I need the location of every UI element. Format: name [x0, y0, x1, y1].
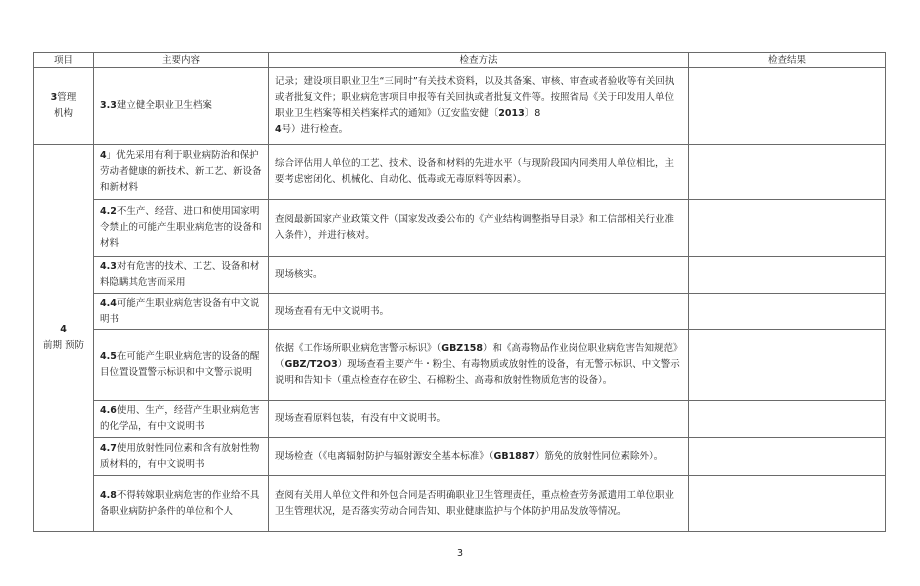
item-number: 3	[50, 92, 58, 103]
content-number: 4.6	[100, 405, 117, 416]
content-number: 4.5	[100, 351, 117, 362]
method-text-mid: ）和《高毒物品作业岗位职业病危害告知规范》（	[275, 343, 678, 370]
method-cell	[269, 294, 689, 330]
item-label-line2: 机构	[53, 108, 73, 119]
method-cell	[269, 200, 689, 257]
content-number: 4.8	[100, 489, 117, 501]
method-text-tail: ）现场查看主要产牛・粉尘、有毒物质或放射性的设备，有无警示标识、中文警示说明和告知卡（重点检查存在矽尘、石棉粉尘、高毒和放射性物质危害的设备）。	[275, 359, 680, 386]
method-text-tail: ）筋免的放射性同位素除外）。	[535, 450, 664, 462]
method-text-tail: 号）进行检查。	[281, 124, 349, 135]
result-cell	[689, 294, 886, 330]
table-row	[34, 200, 886, 257]
method-text: 查阅有关用人单位文件和外包合同是否明确职业卫生管理责任，重点检查劳务派遣用工单位职业卫生管理状况，是否落实劳动合同告知、职业健康监护与个体防护用品发放等情况。	[275, 489, 675, 517]
content-number: 4	[100, 150, 107, 161]
method-text: 记录；建设项目职业卫生“三同时”有关技术资料，以及其备案、审核、审查或者验收等有关回执或者批复文件；职业病危害项目申报等有关回执或者批复文件等。按照省局《关于印发用人单位职业卫生档案等相关档案样式的通知》（辽安监安健〔	[275, 76, 675, 119]
content-text: 使用放射性同位素和含有放射性物质材料的，有中文说明书	[100, 442, 260, 470]
item-cell-management	[34, 68, 94, 145]
method-ref: 4	[275, 124, 282, 135]
table-header-row	[34, 53, 886, 68]
table-row	[34, 401, 886, 438]
content-number: 4.7	[100, 442, 117, 454]
content-cell	[94, 401, 269, 438]
table-row	[34, 438, 886, 476]
content-cell	[94, 68, 269, 145]
method-text: 现场查看原料包装，有没有中文说明书。	[275, 413, 447, 424]
result-cell	[689, 257, 886, 294]
table-row	[34, 476, 886, 532]
method-ref: GBZ/T2O3	[284, 359, 338, 370]
content-text: 不生产、经营、进口和使用国家明令禁止的可能产生职业病危害的设备和材料	[100, 206, 262, 249]
content-cell	[94, 476, 269, 532]
method-cell	[269, 257, 689, 294]
method-ref: GB1887	[493, 450, 535, 462]
table-row	[34, 68, 886, 145]
method-cell	[269, 330, 689, 401]
result-cell	[689, 401, 886, 438]
method-cell	[269, 476, 689, 532]
content-number: 3.3	[100, 100, 117, 111]
inspection-table	[33, 52, 886, 532]
header-check-method: 检查方法	[269, 53, 689, 68]
content-cell	[94, 294, 269, 330]
method-cell	[269, 68, 689, 145]
method-text: 综合评估用人单位的工艺、技术、设备和材料的先进水平（与现阶段国内同类用人单位相比，主要考虑密闭化、机械化、自动化、低毒或无毒原料等因素）。	[275, 158, 675, 185]
table-row	[34, 294, 886, 330]
method-text: 查阅最新国家产业政策文件（国家发改委公布的《产业结构调整指导目录》和工信部相关行业准入条件），并进行核对。	[275, 214, 675, 241]
result-cell	[689, 330, 886, 401]
content-cell	[94, 145, 269, 200]
content-text: 在可能产生职业病危害的设备的醒目位置设置警示标识和中文警示说明	[100, 351, 260, 378]
method-cell	[269, 438, 689, 476]
content-number: 4.3	[100, 261, 117, 272]
method-cell	[269, 145, 689, 200]
method-text: 现场查看有无中文说明书。	[275, 305, 390, 317]
table-row	[34, 257, 886, 294]
result-cell	[689, 145, 886, 200]
method-text: 现场核实。	[275, 269, 323, 280]
item-label: 前期 预防	[42, 340, 85, 351]
content-cell	[94, 200, 269, 257]
header-check-result: 检查结果	[689, 53, 886, 68]
method-cell	[269, 401, 689, 438]
content-number: 4.4	[100, 297, 117, 309]
method-text: 依据《工作场所职业病危害警示标识》（	[275, 343, 442, 354]
content-cell	[94, 257, 269, 294]
item-cell-prevention	[34, 145, 94, 532]
content-text: 不得转嫁职业病危害的作业给不具备职业病防护条件的单位和个人	[100, 489, 260, 517]
method-ref: 2013	[498, 108, 525, 119]
content-cell	[94, 438, 269, 476]
content-cell	[94, 330, 269, 401]
item-number: 4	[60, 324, 67, 335]
method-ref: GBZ158	[441, 343, 484, 354]
result-cell	[689, 68, 886, 145]
result-cell	[689, 476, 886, 532]
method-text: 现场检查（《电离辐射防护与辐射源安全基本标准》（	[275, 450, 494, 462]
content-text: 建立健全职业卫生档案	[116, 100, 212, 111]
table-row	[34, 145, 886, 200]
content-text: 使用、生产，经营产生职业病危害的化学品，有中文说明书	[100, 405, 260, 432]
method-text-mid: 〕8	[524, 108, 541, 119]
item-label: 管理	[57, 92, 77, 103]
result-cell	[689, 438, 886, 476]
content-text: 可能产生职业病危害设备有中文说明书	[100, 297, 260, 325]
page-number: 3	[456, 548, 464, 559]
content-text: 」优先采用有利于职业病防治和保护劳动者健康的新技术、新工艺、新设备和新材料	[100, 150, 262, 193]
header-item: 项目	[34, 53, 94, 68]
result-cell	[689, 200, 886, 257]
header-main-content: 主要内容	[94, 53, 269, 68]
table-row	[34, 330, 886, 401]
content-number: 4.2	[100, 206, 117, 217]
content-text: 对有危害的技术、工艺、设备和材料隐瞒其危害而采用	[100, 261, 260, 288]
